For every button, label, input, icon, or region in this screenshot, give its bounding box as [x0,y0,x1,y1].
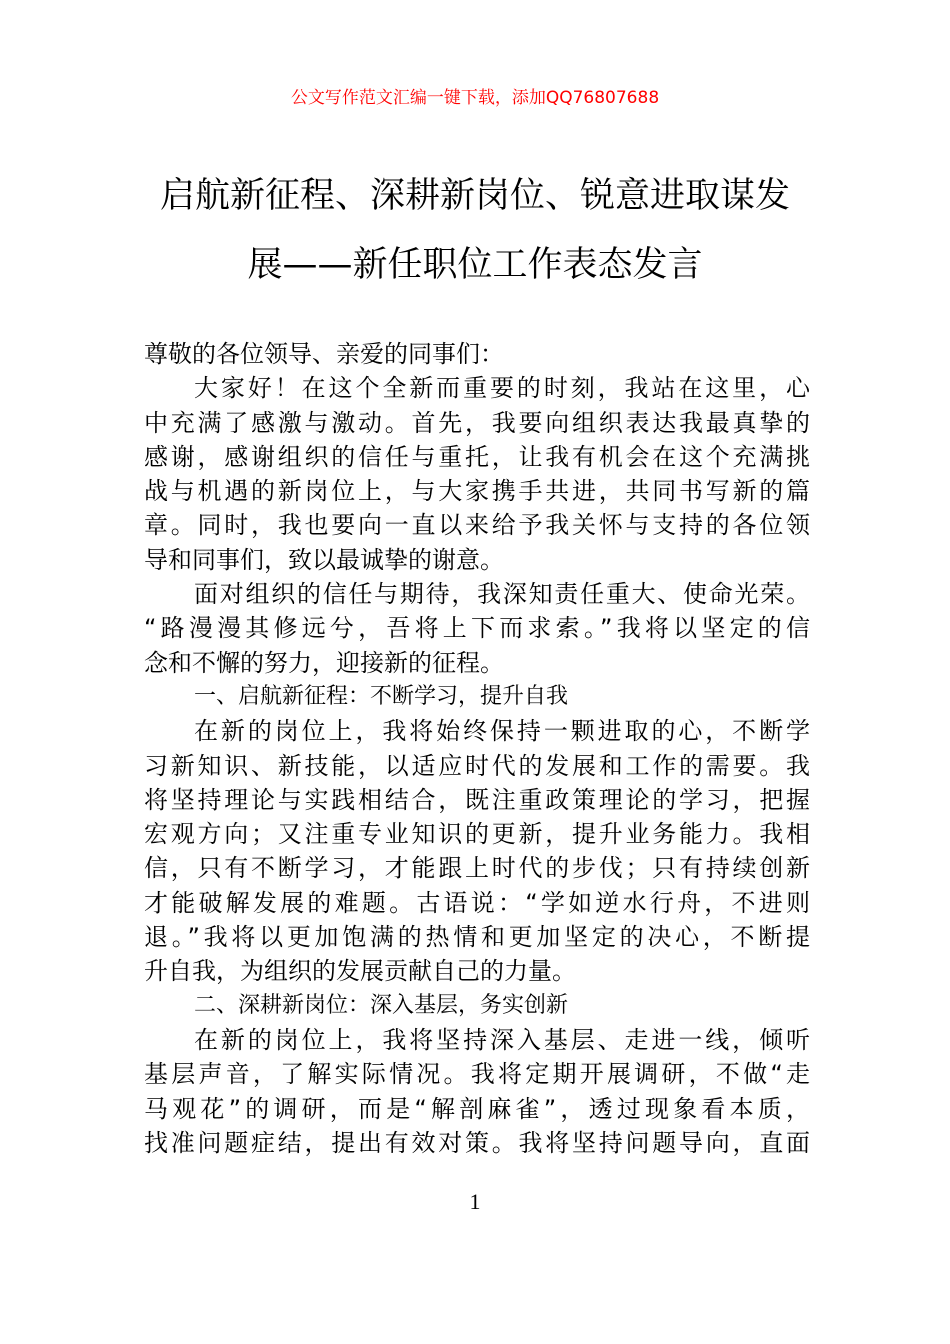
paragraph-line: “路漫漫其修远兮，吾将上下而求索。”我将以坚定的信 [144,614,810,643]
document-title-line-1: 启航新征程、深耕新岗位、锐意进取谋发 [159,176,790,216]
paragraph-line: 面对组织的信任与期待，我深知责任重大、使命光荣。 [194,580,810,609]
paragraph-line: 习新知识、新技能，以适应时代的发展和工作的需要。我 [144,751,810,780]
paragraph-line: 导和同事们，致以最诚挚的谢意。 [144,545,504,574]
paragraph-line: 在新的岗位上，我将坚持深入基层、走进一线，倾听 [194,1025,810,1054]
salutation: 尊敬的各位领导、亲爱的同事们： [144,340,504,368]
paragraph-line: 中充满了感激与激动。首先，我要向组织表达我最真挚的 [144,408,810,437]
section-heading: 一、启航新征程：不断学习，提升自我 [194,683,569,709]
paragraph-line: 找准问题症结，提出有效对策。我将坚持问题导向，直面 [144,1128,810,1157]
download-notice[interactable]: 公文写作范文汇编一键下载，添加QQ76807688 [290,88,660,108]
paragraph-line: 大家好！在这个全新而重要的时刻，我站在这里，心 [194,374,810,403]
paragraph-line: 退。”我将以更加饱满的热情和更加坚定的决心，不断提 [144,923,810,952]
paragraph-line: 升自我，为组织的发展贡献自己的力量。 [144,957,576,986]
section-heading: 二、深耕新岗位：深入基层，务实创新 [194,992,569,1018]
paragraph-line: 基层声音，了解实际情况。我将定期开展调研，不做“走 [144,1060,810,1089]
paragraph-line: 才能破解发展的难题。古语说：“学如逆水行舟，不进则 [144,888,810,917]
paragraph-line: 信，只有不断学习，才能跟上时代的步伐；只有持续创新 [144,854,810,883]
paragraph-line: 将坚持理论与实践相结合，既注重政策理论的学习，把握 [144,785,810,814]
paragraph-line: 宏观方向；又注重专业知识的更新，提升业务能力。我相 [144,820,810,849]
paragraph-line: 章。同时，我也要向一直以来给予我关怀与支持的各位领 [144,511,810,540]
document-body [144,337,810,1160]
paragraph-line: 感谢，感谢组织的信任与重托，让我有机会在这个充满挑 [144,442,810,471]
page-number: 1 [469,1189,481,1214]
paragraph-line: 在新的岗位上，我将始终保持一颗进取的心，不断学 [194,717,810,746]
paragraph-line: 战与机遇的新岗位上，与大家携手共进，共同书写新的篇 [144,477,810,506]
document-title-line-2: 展——新任职位工作表态发言 [247,245,703,285]
paragraph-line: 念和不懈的努力，迎接新的征程。 [144,648,504,677]
paragraph-line: 马观花”的调研，而是“解剖麻雀”，透过现象看本质， [144,1094,810,1123]
